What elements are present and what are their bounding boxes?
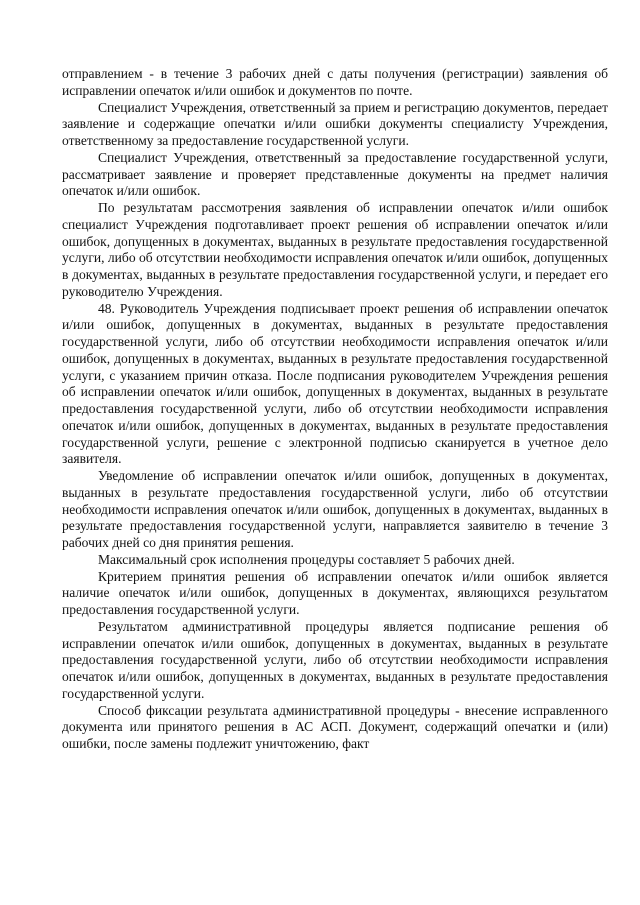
paragraph-criterion: Критерием принятия решения об исправлении опечаток и/или ошибок является наличие опечаток и/или ошибок, допущенных в документах, являющихся результатом предоставления государственной услуги. — [62, 568, 608, 617]
paragraph-continuation: отправлением - в течение 3 рабочих дней с даты получения (регистрации) заявления об исправлении опечаток и/или ошибок и документов по почте. — [62, 66, 608, 98]
paragraph-max-term: Максимальный срок исполнения процедуры составляет 5 рабочих дней. — [98, 551, 515, 567]
paragraph-review-results: По результатам рассмотрения заявления об исправлении опечаток и/или ошибок специалист Учреждения подготавливает проект решения об исправлении опечаток и/или ошибок, допущенных в документах, выданных в результате предоставления государственной услуги, либо об отсутствии необходимости исправления опечаток и/или ошибок, допущенных в документах, выданных в результате предоставления государственной услуги, и передает его руководителю Учреждения. — [62, 200, 608, 299]
document-page — [62, 66, 608, 753]
paragraph-item-48: 48. Руководитель Учреждения подписывает проект решения об исправлении опечаток и/или ошибок, допущенных в документах, выданных в результате предоставления государственной услуги, либо об отсутствии необходимости исправления опечаток и/или ошибок, допущенных в документах, выданных в результате предоставления государственной услуги, с указанием причин отказа. После подписания руководителем Учреждения решения об исправлении опечаток и/или ошибок, допущенных в документах, выданных в результате предоставления государственной услуги, либо об отсутствии необходимости исправления опечаток и/или ошибок, допущенных в документах, выданных в результате предоставления государственной услуги, решение с электронной подписью сканируется в учетное дело заявителя. — [62, 300, 608, 467]
paragraph-result: Результатом административной процедуры является подписание решения об исправлении опечаток и/или ошибок, допущенных в документах, выданных в результате предоставления государственной услуги, либо об отсутствии необходимости исправления опечаток и/или ошибок, допущенных в документах, выданных в результате предоставления государственной услуги. — [62, 618, 608, 701]
paragraph-registration-specialist: Специалист Учреждения, ответственный за прием и регистрацию документов, передает заявление и содержащие опечатки и/или ошибки документы специалисту Учреждения, ответственному за предоставление государственной услуги. — [62, 99, 608, 148]
paragraph-fixation-method: Способ фиксации результата административной процедуры - внесение исправленного документа или принятого решения в АС АСП. Документ, содержащий опечатки и (или) ошибки, после замены подлежит уничтожению, факт — [62, 702, 608, 751]
paragraph-notification: Уведомление об исправлении опечаток и/или ошибок, допущенных в документах, выданных в результате предоставления государственной услуги, либо об отсутствии необходимости исправления опечаток и/или ошибок, допущенных в документах, выданных в результате предоставления государственной услуги, направляется заявителю в течение 3 рабочих дней со дня принятия решения. — [62, 468, 608, 550]
paragraph-service-specialist: Специалист Учреждения, ответственный за предоставление государственной услуги, рассматривает заявление и проверяет представленные документы на предмет наличия опечаток и/или ошибок. — [62, 149, 608, 199]
